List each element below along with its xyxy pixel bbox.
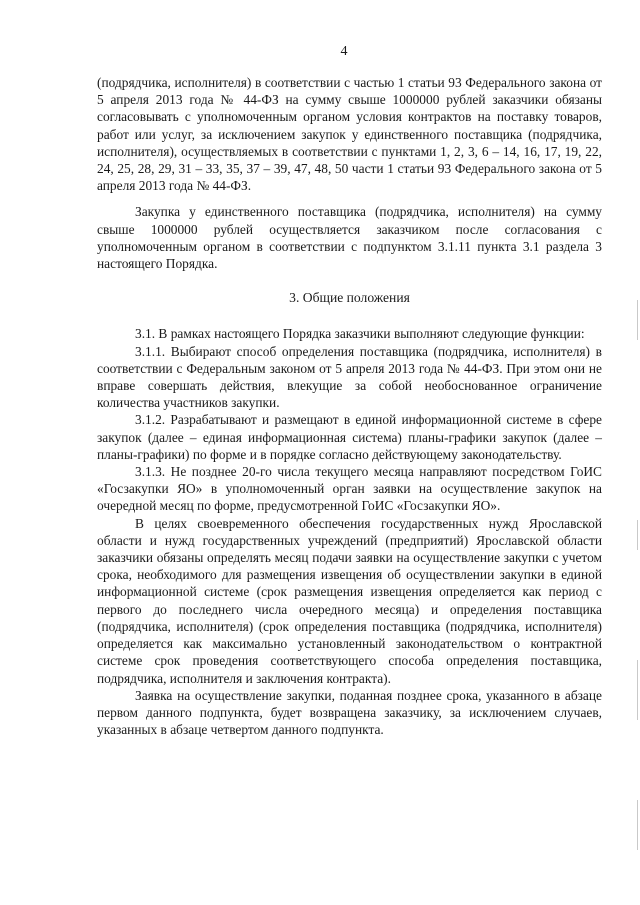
paragraph-3-1-3: 3.1.3. Не позднее 20-го числа текущего месяца направляют посредством ГоИС «Госзакупки ЯО» в уполномоченный орган заявки на осуществление закупок на очередной месяц по форме, предусмотренной ГоИС «Госзакупки ЯО». bbox=[97, 464, 602, 514]
scan-edge-mark bbox=[637, 660, 638, 720]
scan-edge-mark bbox=[637, 800, 638, 850]
document-body bbox=[97, 74, 602, 738]
scan-edge-mark bbox=[637, 520, 638, 550]
section-heading: 3. Общие положения bbox=[289, 290, 410, 306]
paragraph-3-1: 3.1. В рамках настоящего Порядка заказчики выполняют следующие функции: bbox=[135, 326, 585, 342]
paragraph-3-1-1: 3.1.1. Выбирают способ определения поставщика (подрядчика, исполнителя) в соответствии с Федеральным законом от 5 апреля 2013 года № 44-ФЗ. При этом они не вправе совершать действия, влекущие за собой необоснованное ограничение количества участников закупки. bbox=[97, 343, 602, 411]
paragraph-timely-provision: В целях своевременного обеспечения государственных нужд Ярославской области и нужд государственных учреждений (предприятий) Ярославской области заказчики обязаны определять месяц подачи заявки на осуществление закупки с учетом срока, необходимого для размещения извещения об осуществлении закупки в единой информационной системе (срок размещения извещения определяется как период с первого до последнего числа очередного месяца) и определения поставщика (подрядчика, исполнителя) (срок определения поставщика (подрядчика, исполнителя) определяется как максимально установленный законодательством о контрактной системе срок проведения соответствующего способа определения поставщика, подрядчика, исполнителя и заключения контракта). bbox=[97, 515, 602, 686]
paragraph-3-1-2: 3.1.2. Разрабатывают и размещают в единой информационной системе в сфере закупок (далее – единая информационная система) планы-графики закупок (далее – планы-графики) по форме и в порядке согласно действующему законодательству. bbox=[97, 412, 602, 462]
scan-edge-mark bbox=[637, 300, 638, 340]
paragraph-late-request: Заявка на осуществление закупки, поданная позднее срока, указанного в абзаце первом данного подпункта, будет возвращена заказчику, за исключением случаев, указанных в абзаце четвертом данного подпункта. bbox=[97, 687, 602, 738]
page-number: 4 bbox=[340, 44, 348, 59]
paragraph-single-supplier: Закупка у единственного поставщика (подрядчика, исполнителя) на сумму свыше 1000000 рублей осуществляется заказчиком после согласования с уполномоченным органом в соответствии с подпунктом 3.1.11 пункта 3.1 раздела 3 настоящего Порядка. bbox=[97, 204, 602, 272]
paragraph-intro: (подрядчика, исполнителя) в соответствии с частью 1 статьи 93 Федерального закона от 5 апреля 2013 года № 44-ФЗ на сумму свыше 1000000 рублей заказчики обязаны согласовывать с уполномоченным органом условия контрактов на поставку товаров, работ или услуг, за исключением закупок у единственного поставщика (подрядчика, исполнителя), осуществляемых в соответствии с пунктами 1, 2, 3, 6 – 14, 16, 17, 19, 22, 24, 25, 28, 29, 31 – 33, 35, 37 – 39, 47, 48, 50 части 1 статьи 93 Федерального закона от 5 апреля 2013 года № 44-ФЗ. bbox=[97, 75, 602, 194]
